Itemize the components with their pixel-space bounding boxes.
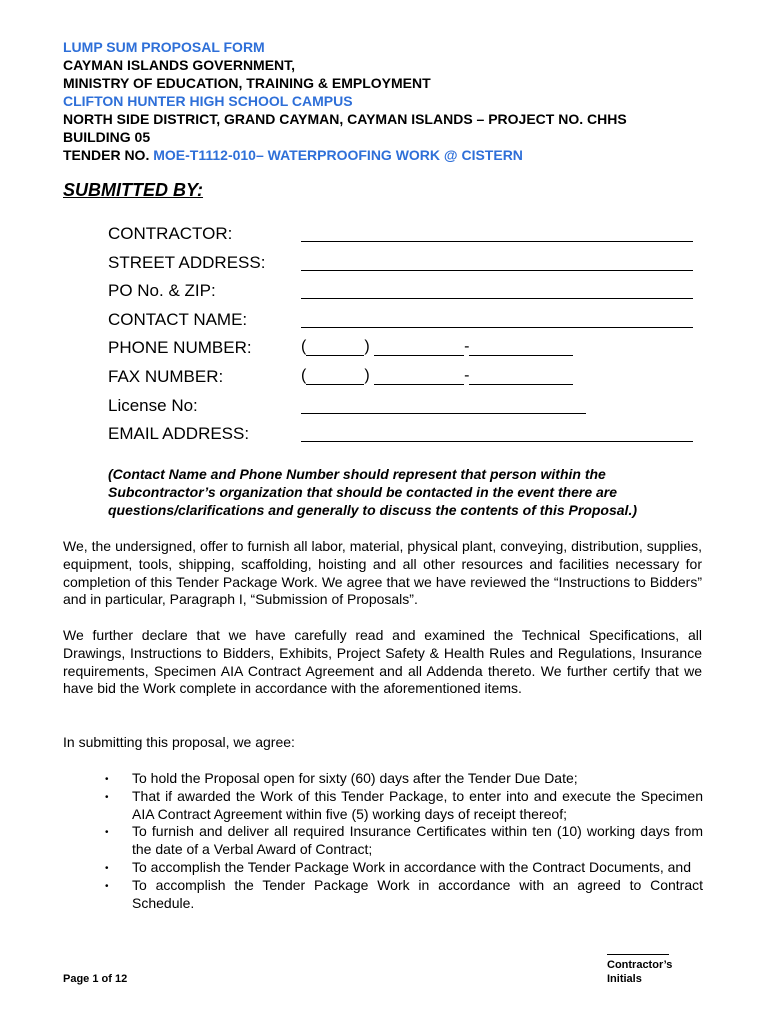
header-government: CAYMAN ISLANDS GOVERNMENT,	[63, 57, 296, 73]
po-zip-field	[108, 277, 708, 306]
street-address-blank[interactable]	[301, 249, 693, 271]
bullet-icon: •	[105, 827, 109, 839]
paragraph-declaration: We further declare that we have carefully read and examined the Technical Specifications, all Drawings, Instructions to Bidders, Exhibits, Project Safety & Health Rules and Regulations, Insurance requirements, Specimen AIA Contract Agreement and all Addenda thereto. We further certify that we have bid the Work complete in accordance with the aforementioned items.	[63, 627, 702, 697]
header-tender	[63, 146, 703, 164]
contact-name-blank[interactable]	[301, 306, 693, 328]
contractor-label: CONTRACTOR:	[108, 224, 233, 243]
initials-label-line2: Initials	[607, 973, 642, 985]
street-address-label: STREET ADDRESS:	[108, 252, 266, 272]
bullet-icon: •	[105, 880, 109, 892]
street-address-field	[108, 249, 708, 278]
email-address-field	[108, 420, 708, 449]
header-campus: CLIFTON HUNTER HIGH SCHOOL CAMPUS	[63, 93, 353, 109]
tender-number: MOE-T1112-010– WATERPROOFING WORK @ CISTERN	[153, 147, 523, 163]
fax-area-code-blank[interactable]	[306, 367, 364, 385]
list-item	[105, 859, 703, 877]
fax-prefix-blank[interactable]	[374, 367, 464, 385]
list-item	[105, 788, 703, 824]
po-zip-label: PO No. & ZIP:	[108, 281, 216, 301]
list-item-text: That if awarded the Work of this Tender Package, to enter into and execute the Specimen AIA Contract Agreement within five (5) working days of receipt thereof;	[132, 787, 703, 822]
contact-name-field	[108, 306, 708, 335]
list-item-text: To hold the Proposal open for sixty (60) days after the Tender Due Date;	[132, 770, 578, 786]
bullet-icon: •	[105, 774, 109, 785]
fax-dash: -	[464, 366, 470, 384]
phone-paren-open: (	[301, 338, 307, 356]
page-number: Page 1 of 12	[63, 973, 128, 985]
tender-prefix: TENDER NO.	[63, 147, 154, 163]
email-address-blank[interactable]	[301, 420, 693, 442]
form-header	[63, 38, 703, 164]
fax-number-blank[interactable]	[301, 367, 573, 385]
agreement-list	[105, 770, 703, 912]
list-item-text: To accomplish the Tender Package Work in accordance with the Contract Documents, and	[132, 858, 691, 875]
fax-line-blank[interactable]	[469, 367, 573, 385]
phone-dash: -	[464, 338, 470, 356]
po-zip-blank[interactable]	[301, 277, 693, 299]
phone-paren-close: )	[364, 338, 370, 356]
phone-prefix-blank[interactable]	[374, 338, 464, 356]
header-location: NORTH SIDE DISTRICT, GRAND CAYMAN, CAYMAN ISLANDS – PROJECT NO. CHHS	[63, 111, 627, 127]
phone-area-code-blank[interactable]	[306, 338, 364, 356]
contractor-field	[108, 220, 708, 249]
form-title: LUMP SUM PROPOSAL FORM	[63, 39, 265, 55]
paragraph-agreement-intro: In submitting this proposal, we agree:	[63, 734, 295, 750]
contractor-initials-label	[607, 958, 672, 986]
contractor-blank[interactable]	[301, 220, 693, 242]
initials-label-line1: Contractor’s	[607, 959, 673, 971]
fax-paren-open: (	[301, 366, 307, 384]
fax-paren-close: )	[364, 366, 370, 384]
header-building: BUILDING 05	[63, 129, 151, 145]
phone-number-label: PHONE NUMBER:	[108, 338, 252, 358]
email-address-label: EMAIL ADDRESS:	[108, 424, 250, 444]
list-item	[105, 823, 703, 859]
list-item	[105, 770, 703, 788]
phone-number-blank[interactable]	[301, 338, 573, 356]
submitted-by-heading: SUBMITTED BY:	[63, 180, 204, 200]
bullet-icon: •	[105, 791, 109, 803]
phone-number-field	[108, 334, 708, 363]
bullet-icon: •	[105, 862, 109, 874]
phone-line-blank[interactable]	[469, 338, 573, 356]
contact-name-label: CONTACT NAME:	[108, 309, 248, 329]
contractor-fields	[108, 220, 708, 449]
fax-number-field	[108, 363, 708, 392]
license-label: License No:	[108, 395, 198, 415]
list-item	[105, 877, 703, 913]
fax-number-label: FAX NUMBER:	[108, 366, 224, 386]
license-field	[108, 392, 708, 421]
header-ministry: MINISTRY OF EDUCATION, TRAINING & EMPLOYMENT	[63, 75, 431, 91]
license-blank[interactable]	[301, 392, 586, 414]
list-item-text: To accomplish the Tender Package Work in accordance with an agreed to Contract Schedule.	[132, 876, 703, 911]
paragraph-offer: We, the undersigned, offer to furnish all labor, material, physical plant, conveying, distribution, supplies, equipment, tools, shipping, scaffolding, hoisting and all other resources and facilities necessary for completion of this Tender Package Work. We agree that we have reviewed the “Instructions to Bidders” and in particular, Paragraph I, “Submission of Proposals”.	[63, 538, 702, 608]
initials-blank[interactable]	[607, 954, 669, 955]
contact-note: (Contact Name and Phone Number should represent that person within the Subcontractor’s organization that should be contacted in the event there are questions/clarifications and generally to discuss the contents of this Proposal.)	[108, 466, 637, 518]
list-item-text: To furnish and deliver all required Insurance Certificates within ten (10) working days from the date of a Verbal Award of Contract;	[132, 823, 703, 858]
